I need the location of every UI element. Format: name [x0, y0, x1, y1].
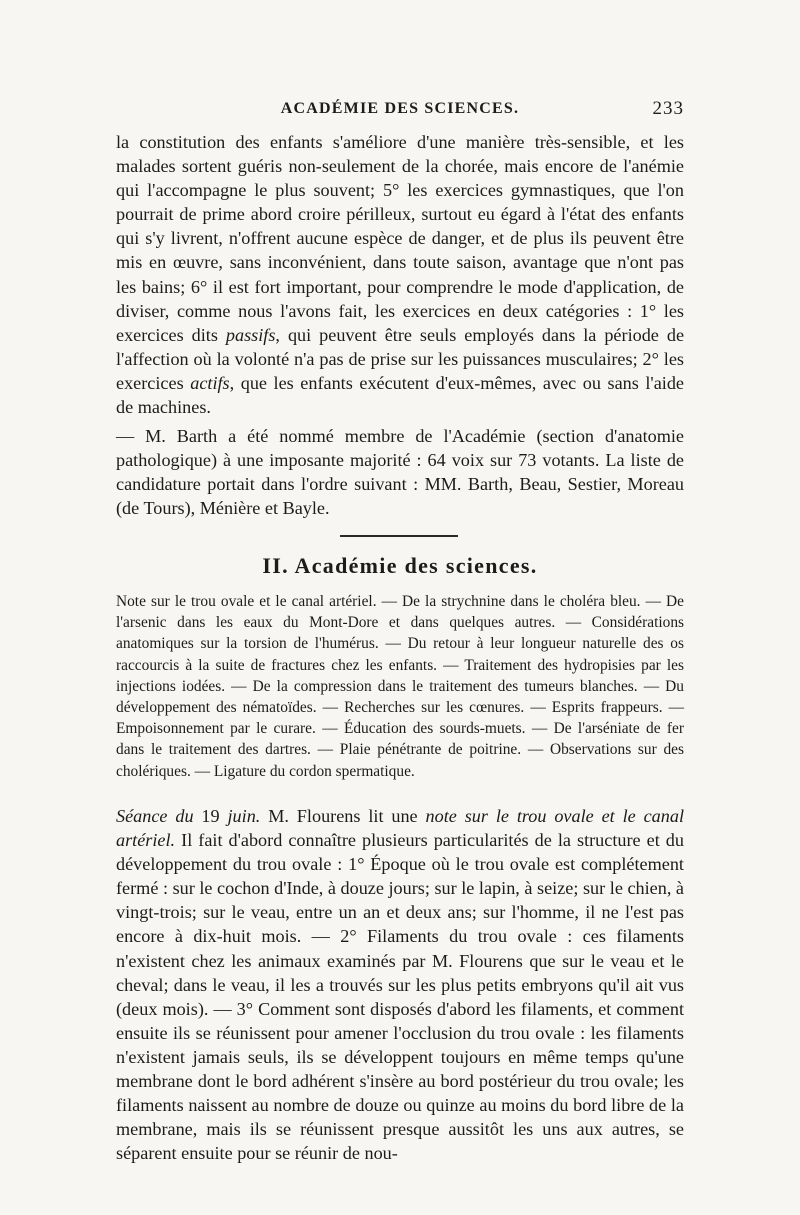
- paragraph-3: [116, 804, 684, 1165]
- paragraph-3-intro: M. Flourens lit une: [260, 806, 426, 826]
- seance-month: juin.: [227, 806, 261, 826]
- paragraph-1-end: , que les enfants exécutent d'eux-mêmes, avec ou sans l'aide de machines.: [116, 372, 685, 418]
- seance-date: 19: [193, 806, 228, 826]
- page-number: 233: [652, 98, 684, 119]
- seance-label: Séance du: [116, 806, 194, 826]
- note-title-italic: note sur le trou ovale et le canal artériel.: [116, 806, 685, 851]
- paragraph-3-text: Il fait d'abord connaître plusieurs particularités de la structure et du développement du trou ovale : 1° Époque où le trou ovale est complétement fermé : sur le cochon d'Inde, à douze jours; sur le lapin, à seize; sur le chien, à vingt-trois; sur le veau, entre un an et deux ans; sur l'homme, il ne l'est pas encore à dix-huit mois. — 2° Filaments du trou ovale : ces filaments n'existent chez les animaux examinés par M. Flourens que sur le veau et le cheval; dans le veau, il les a trouvés sur les plus petits embryons qu'il ait vus (deux mois). — 3° Comment sont disposés d'abord les filaments, et comment ensuite ils se réunissent pour amener l'occlusion du trou ovale : les filaments n'existent jamais seuls, ils se développent toujours en même temps qu'une membrane dont le bord adhérent s'insère au bord postérieur du trou ovale; les filaments naissent au nombre de douze ou quinze au moins du bord libre de la membrane, mais ils se réunissent presque aussitôt les uns aux autres, se séparent ensuite pour se réunir de nou-: [116, 830, 684, 1164]
- page-header: [116, 98, 684, 124]
- paragraph-1-italic-passifs: passifs: [225, 324, 276, 345]
- paragraph-1: [116, 130, 684, 419]
- paragraph-2: — M. Barth a été nommé membre de l'Académie (section d'anatomie pathologique) à une imposante majorité : 64 voix sur 73 votants. La liste de candidature portait dans l'ordre suivant : MM. Barth, Beau, Sestier, Moreau (de Tours), Ménière et Bayle.: [116, 426, 684, 519]
- paragraph-1-italic-actifs: actifs: [190, 372, 230, 393]
- paragraph-1-mid: , qui peuvent être seuls employés dans la période de l'affection où la volonté n'a pas de prise sur les puissances musculaires; 2° les exercices: [116, 324, 685, 393]
- section-heading: II. Académie des sciences.: [262, 553, 538, 578]
- paragraph-1-text: la constitution des enfants s'améliore d'une manière très-sensible, et les malades sortent guéris non-seulement de la chorée, mais encore de l'anémie qui l'accompagne le plus souvent; 5° les exercices gymnastiques, que l'on pourrait de prime abord croire périlleux, surtout eu égard à l'état des enfants qui s'y livrent, n'offrent aucune espèce de danger, et de plus ils peuvent être mis en œuvre, sans inconvénient, dans toute saison, avantage que n'ont pas les bains; 6° il est fort important, pour comprendre le mode d'application, de diviser, comme nous l'avons fait, les exercices en deux catégories : 1° les exercices dits: [116, 132, 684, 345]
- running-title: ACADÉMIE DES SCIENCES.: [280, 100, 520, 117]
- section-divider: [340, 535, 458, 537]
- section-summary: Note sur le trou ovale et le canal artériel. — De la strychnine dans le choléra bleu. — De l'arsenic dans les eaux du Mont-Dore et dans quelques autres. — Considérations anatomiques sur la torsion de l'humérus. — Du retour à leur longueur naturelle des os raccourcis à la suite de fractures chez les enfants. — Traitement des hydropisies par les injections iodées. — De la compression dans le traitement des tumeurs blanches. — Du développement des nématoïdes. — Recherches sur les cœnures. — Esprits frappeurs. — Empoisonnement par le curare. — Éducation des sourds-muets. — De l'arséniate de fer dans le traitement des dartres. — Plaie pénétrante de poitrine. — Observations sur des cholériques. — Ligature du cordon spermatique.: [116, 593, 684, 780]
